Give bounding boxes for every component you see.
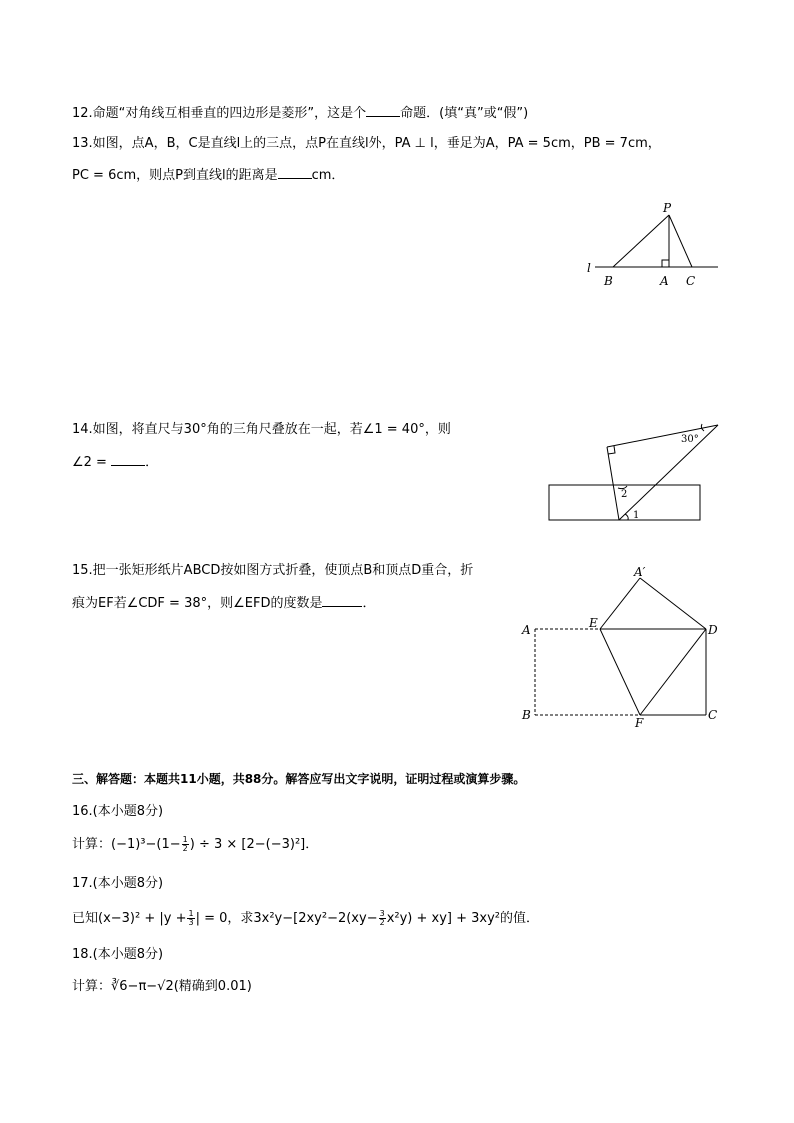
- label-l: l: [587, 261, 591, 275]
- q16-post: ) ÷ 3 × [2−(−3)²]．: [189, 837, 319, 852]
- q18-heading: 18.(本小题8分): [72, 947, 164, 962]
- segment-fd: [640, 629, 706, 715]
- q17-frac1-num: 1: [188, 909, 194, 918]
- label-2: 2: [621, 489, 628, 500]
- label-1: 1: [633, 510, 640, 521]
- segment-a1d: [640, 578, 706, 629]
- q17-fraction2: [379, 910, 386, 927]
- q16-fraction: [182, 836, 189, 853]
- q17-frac2-num: 3: [379, 909, 385, 918]
- q15-text-a: 痕为EF若∠CDF = 38°，则∠EFD的度数是: [72, 596, 323, 611]
- segment-ef: [600, 629, 640, 715]
- label-f: F: [635, 716, 644, 730]
- q13-text-a: PC = 6cm，则点P到直线l的距离是: [72, 168, 278, 183]
- q12-text-a: 12.命题“对角线互相垂直的四边形是菱形”，这是个: [72, 106, 367, 121]
- label-b: B: [522, 708, 531, 722]
- q16-expression: [72, 836, 318, 854]
- q14-line1: 14.如图，将直尺与30°角的三角尺叠放在一起，若∠1 = 40°，则: [72, 422, 451, 437]
- q17-mid: | = 0，求3x²y−[2xy²−2(xy−: [195, 911, 378, 926]
- q14-text-b: ．: [145, 455, 159, 470]
- q15-line1: 15.把一张矩形纸片ABCD按如图方式折叠，使顶点B和顶点D重合，折: [72, 563, 474, 578]
- label-c: C: [708, 708, 718, 722]
- q16-heading: 16.(本小题8分): [72, 804, 164, 819]
- label-b: B: [604, 274, 613, 288]
- q13-line1: 13.如图，点A，B，C是直线l上的三点，点P在直线l外，PA ⊥ l，垂足为A，PA = 5cm，PB = 7cm，: [72, 136, 661, 151]
- q17-frac1-den: 3: [188, 918, 194, 927]
- q17-fraction1: [187, 910, 194, 927]
- label-a: A: [660, 274, 669, 288]
- q17-expression: [72, 910, 539, 928]
- q14-text-a: ∠2 =: [72, 455, 107, 470]
- q17-frac2-den: 2: [379, 918, 385, 927]
- label-c: C: [686, 274, 696, 288]
- segment-ea1: [600, 578, 640, 629]
- section-heading: 三、解答题：本题共11小题，共88分。解答应写出文字说明，证明过程或演算步骤。: [72, 772, 526, 786]
- q16-frac-den: 2: [182, 844, 188, 853]
- q17-heading: 17.(本小题8分): [72, 876, 164, 891]
- q17-pre: 已知(x−3)² + |y +: [72, 911, 187, 926]
- q13-text-b: cm．: [311, 168, 345, 183]
- q12-text-b: 命题．(填“真”或“假”): [400, 106, 529, 121]
- label-e: E: [589, 616, 598, 630]
- label-a: A: [522, 623, 531, 637]
- q16-frac-num: 1: [182, 835, 188, 844]
- q16-pre: 计算：(−1)³−(1−: [72, 837, 181, 852]
- q15-text-b: ．: [362, 596, 376, 611]
- q18-expression: 计算：∛6−π−√2(精确到0.01): [72, 979, 252, 994]
- label-p: P: [663, 201, 672, 215]
- q17-post: x²y) + xy] + 3xy²的值．: [386, 911, 539, 926]
- label-a-prime: A′: [634, 565, 646, 579]
- label-30: 30°: [681, 434, 699, 445]
- label-d: D: [708, 623, 718, 637]
